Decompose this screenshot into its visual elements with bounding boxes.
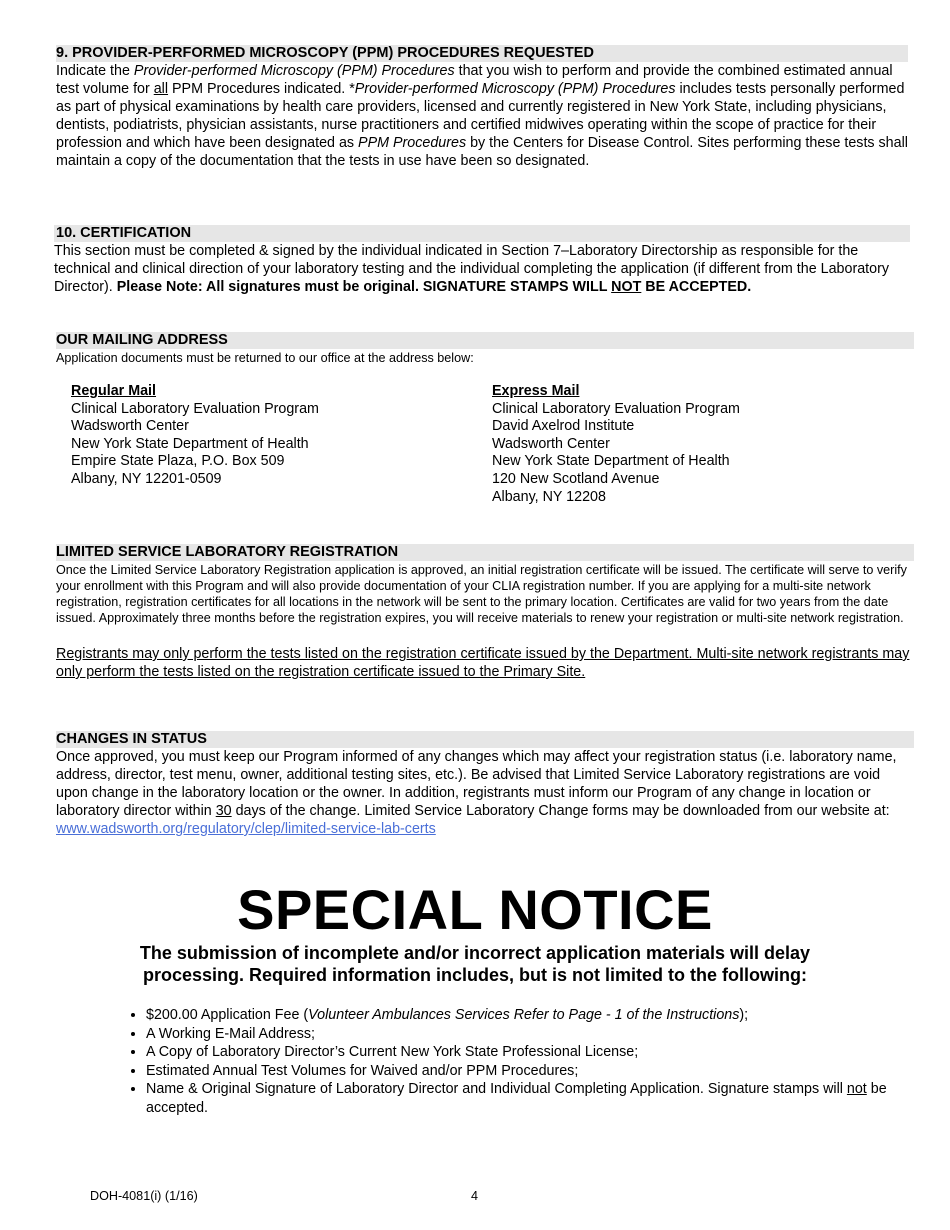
website-link[interactable]: www.wadsworth.org/regulatory/clep/limited-service-lab-certs xyxy=(56,821,436,837)
regular-mail-title: Regular Mail xyxy=(71,383,157,399)
section-10-body: This section must be completed & signed by the individual indicated in Section 7–Laboratory Directorship as responsible for the technical and clinical direction of your laboratory testing and the individual completing the application (if different from the Laboratory Director). Please Note: All signatures must be original. SIGNATURE STAMPS WILL NOT BE ACCEPTED. xyxy=(54,243,889,295)
page-number: 4 xyxy=(471,1189,479,1203)
mailing-address-section xyxy=(56,332,914,366)
section-9-title: 9. PROVIDER-PERFORMED MICROSCOPY (PPM) PROCEDURES REQUESTED xyxy=(56,45,908,62)
regular-mail-line: New York State Department of Health xyxy=(71,435,309,452)
changes-in-status-title: CHANGES IN STATUS xyxy=(56,731,914,748)
list-item: • Estimated Annual Test Volumes for Waived and/or PPM Procedures; xyxy=(146,1062,906,1081)
express-mail-title: Express Mail xyxy=(492,383,580,399)
express-mail-line: Albany, NY 12208 xyxy=(492,488,606,505)
regular-mail-line: Empire State Plaza, P.O. Box 509 xyxy=(71,453,285,470)
express-mail-line: Wadsworth Center xyxy=(492,435,610,452)
special-notice-title: SPECIAL NOTICE xyxy=(237,878,713,941)
list-item: • Name & Original Signature of Laboratory Director and Individual Completing Application. Signature stamps will not be accepted. xyxy=(146,1080,906,1117)
registration-body: Once the Limited Service Laboratory Registration application is approved, an initial registration certificate will be issued. The certificate will serve to verify your enrollment with this Program and will also provide documentation of your CLIA registration number. If you are applying for a multi-site network registration, registration certificates for all locations in the network will be sent to the primary location. Certificates are valid for two years from the date issued. Approximately three months before the registration expires, you will receive materials to renew your registration or multi-site network registration. xyxy=(56,563,907,625)
list-item: • A Copy of Laboratory Director’s Current New York State Professional License; xyxy=(146,1043,906,1062)
express-mail-line: New York State Department of Health xyxy=(492,453,730,470)
section-9 xyxy=(56,45,908,170)
regular-mail-line: Clinical Laboratory Evaluation Program xyxy=(71,400,319,417)
express-mail-address xyxy=(492,383,740,506)
express-mail-line: 120 New Scotland Avenue xyxy=(492,470,660,487)
section-10 xyxy=(54,225,910,296)
form-number: DOH-4081(i) (1/16) xyxy=(90,1189,198,1203)
registration-title: LIMITED SERVICE LABORATORY REGISTRATION xyxy=(56,544,914,561)
registration-section xyxy=(56,544,914,681)
section-10-title: 10. CERTIFICATION xyxy=(54,225,910,242)
required-items-list xyxy=(108,1006,906,1118)
regular-mail-address xyxy=(71,383,319,489)
express-mail-line: Clinical Laboratory Evaluation Program xyxy=(492,400,740,417)
regular-mail-line: Wadsworth Center xyxy=(71,418,189,435)
registration-note: Registrants may only perform the tests listed on the registration certificate issued by the Department. Multi-site network registrants may only perform the tests listed on the registration certificate issued to the Primary Site. xyxy=(56,646,910,680)
special-notice-subtitle: The submission of incomplete and/or incorrect application materials will delay processing. Required information includes, but is not limited to the following: xyxy=(139,943,811,985)
section-9-body: Indicate the Provider-performed Microscopy (PPM) Procedures that you wish to perform and provide the combined estimated annual test volume for all PPM Procedures indicated. *Provider-performed Microscopy (PPM) Procedures includes tests personally performed as part of physical examinations by health care providers, licensed and currently registered in New York State, including physicians, dentists, podiatrists, physician assistants, nurse practitioners and certified midwives operating within the scope of practice for their profession and which have been designated as PPM Procedures by the Centers for Disease Control. Sites performing these tests shall maintain a copy of the documentation that the tests in use have been so designated. xyxy=(56,63,908,169)
list-item: • $200.00 Application Fee (Volunteer Ambulances Services Refer to Page - 1 of the Instructions); xyxy=(146,1006,906,1025)
mailing-address-intro: Application documents must be returned to our office at the address below: xyxy=(56,351,474,365)
regular-mail-line: Albany, NY 12201-0509 xyxy=(71,470,222,487)
changes-in-status-body: Once approved, you must keep our Program informed of any changes which may affect your registration status (i.e. laboratory name, address, director, test menu, owner, additional testing sites, etc.). Be advised that Limited Service Laboratory registrations are void upon change in the laboratory location or the owner. In addition, registrants must inform our Program of any change in location or laboratory director within 30 days of the change. Limited Service Laboratory Change forms may be downloaded from our website at: www.wadsworth.org/regulatory/clep/limited-service-lab-certs xyxy=(56,749,897,837)
list-item: • A Working E-Mail Address; xyxy=(146,1025,906,1044)
changes-in-status-section xyxy=(56,731,914,838)
mailing-address-title: OUR MAILING ADDRESS xyxy=(56,332,914,349)
express-mail-line: David Axelrod Institute xyxy=(492,418,635,435)
